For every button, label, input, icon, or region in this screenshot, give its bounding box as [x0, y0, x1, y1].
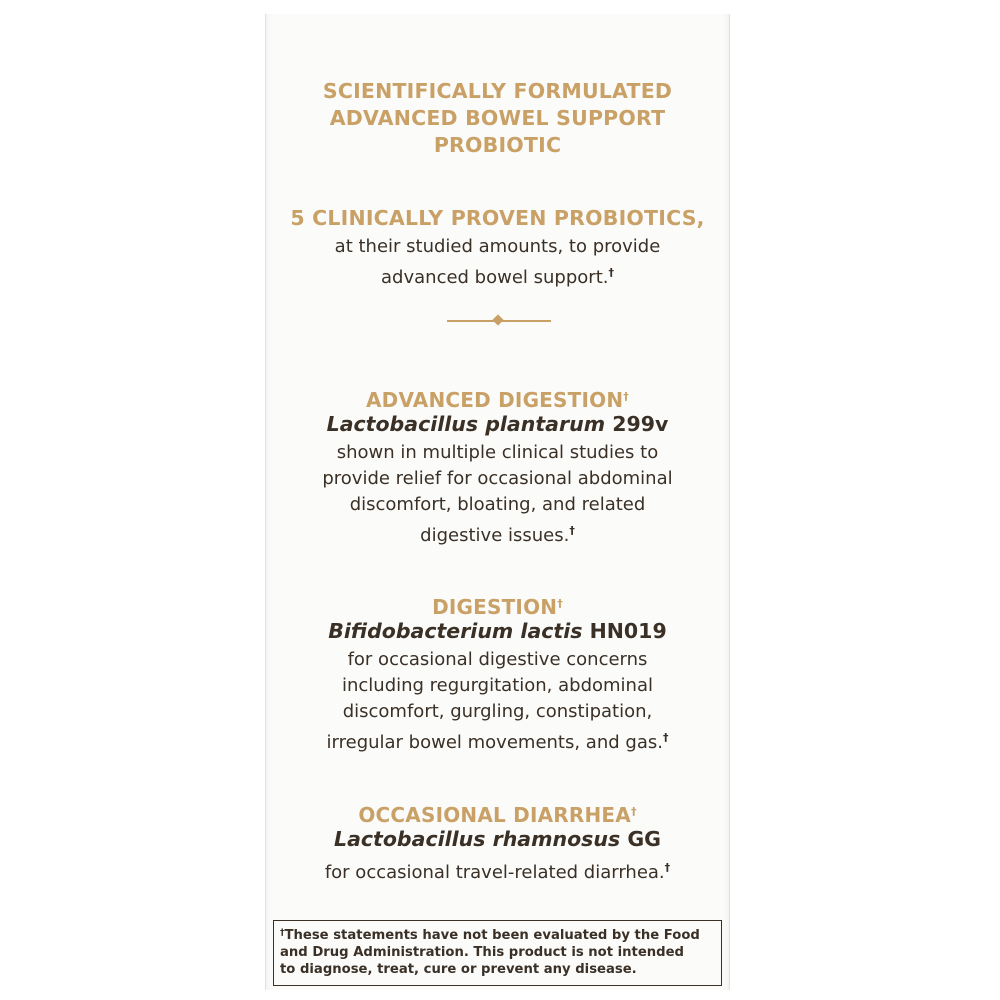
section-description — [266, 647, 729, 756]
divider-diamond-icon — [492, 314, 503, 325]
clinical-subtitle — [266, 234, 729, 291]
description-line: shown in multiple clinical studies to — [336, 442, 659, 463]
headline-line-1: SCIENTIFICALLY FORMULATED — [322, 79, 673, 103]
product-label-panel — [265, 14, 730, 990]
description-line: for occasional travel-related diarrhea.† — [324, 861, 671, 883]
strain-name: Lactobacillus plantarum 299v — [326, 412, 669, 436]
dagger-mark: † — [557, 597, 563, 610]
fda-disclaimer — [273, 920, 722, 986]
section-description — [266, 855, 729, 886]
headline-line-2: ADVANCED BOWEL SUPPORT — [329, 106, 666, 130]
disclaimer-line: to diagnose, treat, cure or prevent any disease. — [280, 962, 637, 977]
description-line: irregular bowel movements, and gas.† — [326, 731, 669, 753]
section-description — [266, 440, 729, 549]
description-line: digestive issues.† — [420, 524, 575, 546]
dagger-mark: † — [280, 928, 285, 938]
description-line: including regurgitation, abdominal — [341, 675, 653, 696]
dagger-mark: † — [630, 805, 637, 818]
section-title-occasional-diarrhea: OCCASIONAL DIARRHEA† — [358, 803, 637, 827]
description-line: discomfort, bloating, and related — [349, 494, 646, 515]
disclaimer-line: and Drug Administration. This product is not intended — [280, 945, 684, 960]
dagger-mark: † — [623, 390, 629, 403]
description-line: for occasional digestive concerns — [347, 649, 648, 670]
strain-name: Bifidobacterium lactis HN019 — [328, 619, 667, 643]
description-line: discomfort, gurgling, constipation, — [342, 701, 653, 722]
dagger-mark: † — [664, 861, 671, 874]
section-title-advanced-digestion: ADVANCED DIGESTION† — [366, 388, 629, 412]
dagger-mark: † — [608, 266, 614, 279]
disclaimer-line: †These statements have not been evaluated by the Food — [280, 928, 700, 943]
headline-line-3: PROBIOTIC — [433, 133, 562, 157]
clinical-title: 5 CLINICALLY PROVEN PROBIOTICS, — [290, 206, 705, 230]
headline — [266, 78, 729, 159]
dagger-mark: † — [662, 731, 669, 744]
strain-name: Lactobacillus rhamnosus GG — [334, 827, 661, 851]
clinical-line-1: at their studied amounts, to provide — [334, 236, 661, 257]
clinical-line-2: advanced bowel support.† — [381, 266, 614, 288]
dagger-mark: † — [569, 524, 575, 537]
section-title-digestion: DIGESTION† — [432, 595, 563, 619]
description-line: provide relief for occasional abdominal — [322, 468, 673, 489]
